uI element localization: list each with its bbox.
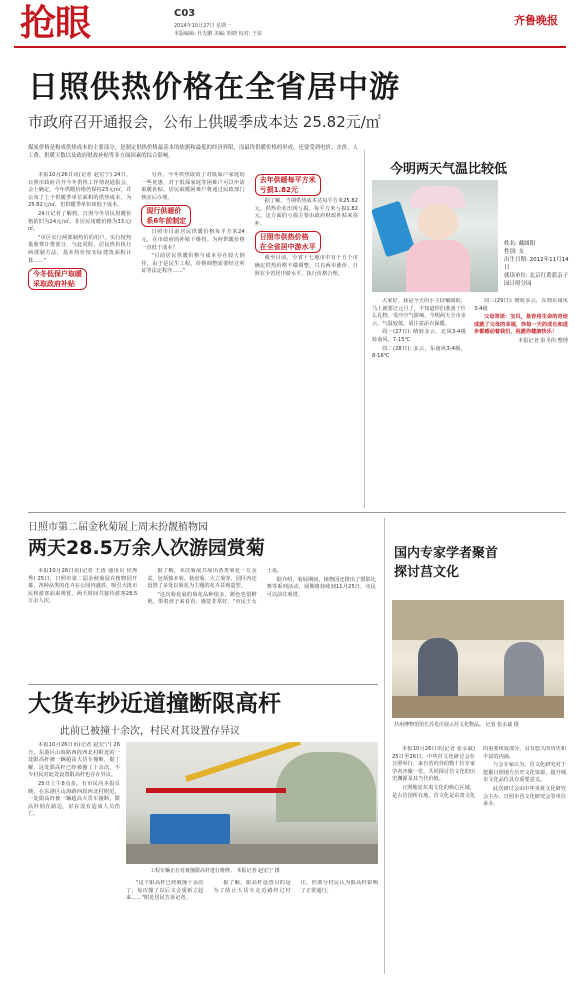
scholars-photo-caption: [394, 722, 566, 729]
chrys-paragraph: 据了解，本次菊展共展出各类菊花一万余盆，包括独本菊、悬崖菊、大立菊等，园区内还设置了多处以菊花为主题的花卉景观造型。: [147, 568, 257, 590]
lead-columns: [28, 172, 358, 292]
weather-signature: 本报记者 彭圣伟 整理: [518, 337, 568, 344]
truck-columns: [126, 880, 378, 903]
lead-subhead-3: 去年供暖每平方米 亏损1.82元: [255, 174, 321, 196]
lead-paragraph: 日照市目前居民供暖价格每平方米24元，在市政府的补贴下维持。为何供暖价格一直低于成本？: [141, 229, 245, 251]
chrys-columns: [28, 568, 376, 607]
caption-credit: 记者 张永斌 摄: [485, 722, 519, 728]
column-divider: [384, 518, 385, 974]
section-logo: 抢眼: [20, 3, 91, 44]
table: [392, 696, 564, 718]
caption-credit: 本报记者 赵宏宁 摄: [236, 868, 280, 874]
chrys-byline: 本报10月26日讯(记者 王涛 通讯员 侯秀秀) 25日，日照市第二届金秋菊展在植物园开幕，各种品类的花卉在公园内盛放，吸引大批市民和游客前来观赏，两天时间共接待游客28.5万余人次。: [28, 568, 138, 605]
truck-byline: 本报10月26日讯(记者 赵宏宁) 26日，东港区山海路西段西北村附近的一处限高杆被一辆超高大货车撞断，据了解，这处限高杆已经被撞了十余次，不少村民对此处设置限高杆也存在异议。: [28, 742, 120, 779]
masthead-rule: [14, 46, 566, 48]
profile-school: 就读单位: 北京红黄蓝亲子园日照分园: [504, 273, 569, 287]
child-host-photo: [372, 180, 498, 292]
lead-subhead-4: 日照市供热价格 在全省居中游水平: [255, 231, 321, 253]
section-divider: [28, 512, 566, 513]
lead-subhead-text: 市政府召开通报会，公布上供暖季成本达: [28, 113, 299, 131]
scholars-byline: 本报10月26日讯(记者 张永斌) 25日至26日，中华莒文化研讨会在日照举行，来自省内外的数十位专家学者齐聚一堂，共同探讨莒文化的历史渊源及其当代价值。: [392, 746, 476, 783]
profile-gender: 性别: 女: [504, 249, 525, 255]
scholars-title-line2: 探讨莒文化: [394, 565, 460, 580]
forecast-day-3: 周三(29日): 晴转多云，东到东南风3-4级: [474, 298, 568, 312]
column-divider: [364, 150, 365, 508]
forecast-day-2: 周二(28日): 多云，东南风3-4级，8-16℃: [372, 345, 466, 360]
scholars-body: [392, 746, 566, 974]
caption-text: 工程车辆正在对被撞限高杆进行维修。: [150, 868, 236, 874]
lead-subhead-1: 今冬低保户取暖 采取政府补贴: [28, 268, 87, 290]
host-profile: [504, 240, 570, 288]
truck-subhead: 此前已被撞十余次，村民对其设置存异议: [60, 726, 240, 737]
truck-photo-caption: [150, 868, 378, 875]
chrys-paragraph: "这次菊花展的菊花品种很多，颜色也很鲜艳，带着孩子来看看，感觉非常好。"市民王女士说。: [147, 568, 283, 606]
forecast-day-1: 周一(27日): 晴转多云，北风3-4级转南风，7-15℃: [372, 329, 466, 343]
lead-paragraph: 另外，今冬供热取消了对低保户家庭的一些优惠，对于低保家庭等困难户可以申请取暖补贴，居民取暖困难户将通过民政部门核实后办理。: [141, 172, 245, 201]
lead-paragraph: "市区实行两部制热价的用户，实行按热量收费计费部分，与此同时，居民热价执行两部制方法，基本热价按实际建筑面积计算……": [28, 234, 132, 264]
lead-paragraph: "目前居民供暖价格与成本存在较大倒挂，由于是民生工程，价格调整需要经过听证等法定程序……": [141, 253, 245, 275]
museum-curator-photo: [392, 600, 564, 718]
truck-barrier-photo: [126, 742, 378, 864]
parent-message: 父母寄语：宝贝，是你用生命的奇迹成就了父母的幸福，你每一天的成长和进步都感动着我们，祝愿你健康快乐！: [474, 314, 568, 336]
truck-paragraph: 25日上午8点多，有市民向本报反映，在东港区山海路西段西北村附近，一处限高杆被一辆超高大货车撞断，限高杆倒在路边，好在没有造成人员伤亡。: [28, 780, 120, 818]
newspaper-brand: 齐鲁晚报: [514, 14, 558, 27]
lead-headline: 日照供热价格在全省居中游: [28, 70, 400, 105]
lead-paragraph: 24日记者了解到，日照今冬居民用暖价格依旧为24元/㎡，非居民用暖价格为33元/㎡。: [28, 210, 132, 233]
date-line: 2014年10月27日 星期一: [174, 23, 232, 29]
scholars-title: [394, 544, 498, 582]
section-divider: [28, 684, 378, 685]
truck-paragraph: 据了解，限高杆设置目的是为了防止大货车走近路经过村庄，但部分村民认为限高杆影响了正常通行。: [213, 880, 378, 894]
lead-paragraph: 据了解，当期供热成本达每平方米25.82元，供热企业出现亏损，每平方米亏损1.82元。这方面的亏损主要由政府财政补贴来弥补。: [254, 198, 358, 227]
lead-subhead-2: 现行供暖价 系6年前制定: [141, 205, 191, 227]
weather-title: 今明两天气温比较低: [390, 162, 508, 177]
truck-headline: 大货车抄近道撞断限高杆: [28, 691, 281, 717]
blue-truck: [150, 814, 230, 844]
lead-intro: 煤炭价格是构成供热成本的主要部分，是制定供热价格最基本的依据和最低的经济界限，而最终供暖价格的形成，还要受到电价、水价、人工费、供暖天数以及政府财政补贴等多方面因素的综合影响。: [28, 145, 358, 159]
page-number: C03: [174, 8, 196, 19]
scholars-columns: [392, 746, 566, 809]
scholars-paragraph: 与会专家认为，莒文化研究对于挖掘日照地方历史文化资源，提升城市文化品位具有重要意义。: [483, 762, 566, 784]
truck-body-left: [28, 742, 120, 974]
lead-subhead: [28, 112, 381, 132]
chrys-paragraph: 据介绍，菊展期间，植物园还推出了摄影比赛等系列活动，展期将持续到11月25日，市民可以前往观赏。: [266, 576, 376, 598]
weather-columns: [372, 298, 568, 361]
truck-paragraph: "这个限高杆已经被撞十余次了，每次撞了以后又会重新立起来……"附近居民告诉记者。: [126, 880, 204, 902]
scholars-paragraph: 日照地处东夷文化的核心区域，是古莒国所在地，莒文化是东夷文化的重要组成部分，具有悠久的历史和丰富的内涵。: [392, 746, 566, 799]
lead-subhead-value: 25.82: [302, 113, 346, 131]
lead-paragraph: 截至目前，全省十七地市中有十五个市确定供热价格不做调整，只有两市涨价，日照在全省居中游水平，执行价格合理。: [254, 255, 358, 277]
caption-text: 莒州博物馆馆长苏兆庆展示莒文化物品。: [394, 722, 485, 728]
weather-body: [372, 298, 568, 494]
profile-name: 姓名: 戴圆阳: [504, 241, 536, 247]
lead-body: [28, 172, 358, 502]
chrys-headline: 两天28.5万余人次游园赏菊: [28, 537, 265, 559]
child-body: [406, 240, 470, 292]
road: [126, 844, 378, 864]
truck-body-right: [126, 880, 378, 974]
scholars-paragraph: 此次研讨会由中华炎黄文化研究会主办，日照市莒文化研究会等单位承办。: [483, 785, 566, 808]
height-barrier-bar: [146, 788, 286, 793]
profile-birthdate: 出生日期: 2012年11月14日: [504, 257, 569, 271]
lead-subhead-unit: 元/㎡: [345, 113, 381, 131]
trees: [276, 752, 376, 822]
scholars-title-line1: 国内专家学者聚首: [394, 546, 499, 561]
editor-line: 本版编辑: 杜先鹏 美编: 咀晓 校对: 王荣: [174, 31, 263, 37]
lead-byline: 本报10月26日讯(记者 赵宏宁) 24日，日照市政府召开今冬供热工作情况通报会，会上确定，今年供暖价格仍保持23元/㎡，并公布了上个供暖季单位面积的供热成本，为25.82元/㎡，但供暖季单价却低于成本。: [28, 172, 132, 209]
display-case: [392, 600, 564, 640]
child-face: [418, 204, 458, 240]
chrys-kicker: 日照市第二届金秋菊展上周末扮靓植物园: [28, 522, 208, 533]
chrys-body: [28, 568, 376, 678]
weather-text: 大家好，我是今天的小主持戴圆阳，马上就要过元旦了，不知道你们准备了什么礼物，受冷空气影响，今明两天全市多云，气温较低，请注意添衣保暖。: [372, 298, 466, 327]
masthead: [0, 0, 580, 48]
